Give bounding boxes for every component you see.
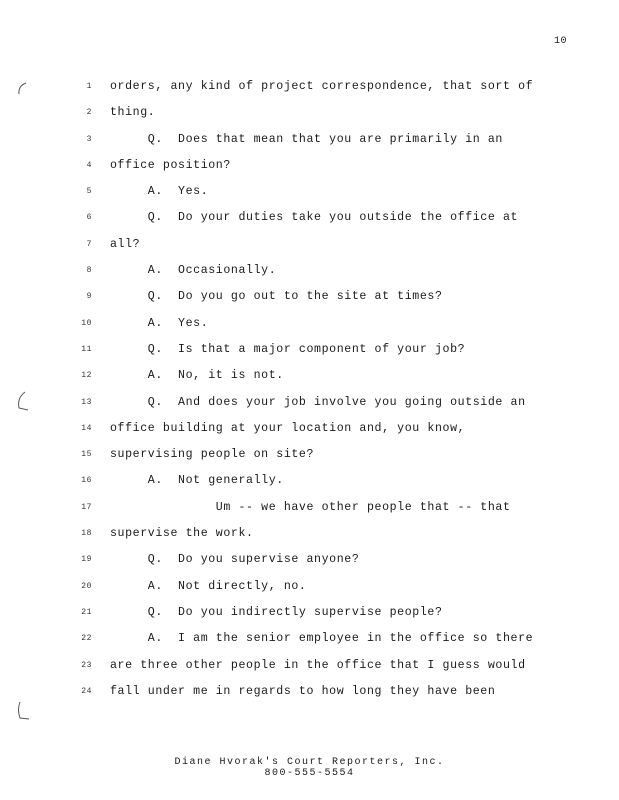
line-text: A. Yes. (110, 316, 209, 330)
transcript-line (72, 473, 572, 499)
transcript-line (72, 184, 572, 210)
line-number: 11 (81, 344, 92, 354)
line-text: office position? (110, 158, 231, 172)
line-text: Q. Do you go out to the site at times? (110, 290, 443, 304)
line-text: supervise the work. (110, 527, 254, 541)
line-text: Q. Do you indirectly supervise people? (110, 605, 443, 619)
transcript-line (72, 631, 572, 657)
line-number: 24 (81, 686, 92, 696)
line-number: 17 (81, 502, 92, 512)
transcript-line (72, 79, 572, 105)
line-number: 10 (81, 318, 92, 328)
line-text: are three other people in the office that I guess would (110, 658, 526, 672)
transcript-line (72, 158, 572, 184)
transcript-body (72, 79, 572, 710)
transcript-line (72, 263, 572, 289)
line-number: 23 (81, 660, 92, 670)
transcript-line (72, 132, 572, 158)
line-number: 3 (86, 134, 92, 144)
reporter-company: Diane Hvorak's Court Reporters, Inc. (174, 757, 445, 768)
line-text: A. Not generally. (110, 474, 284, 488)
line-number: 12 (81, 371, 92, 381)
transcript-line (72, 447, 572, 473)
line-text: thing. (110, 106, 156, 120)
transcript-line (72, 237, 572, 263)
transcript-line (72, 316, 572, 342)
line-text: Q. Do you supervise anyone? (110, 553, 360, 567)
line-text: supervising people on site? (110, 448, 315, 462)
transcript-line (72, 210, 572, 236)
hole-punch-mark-icon (14, 390, 30, 414)
transcript-line (72, 552, 572, 578)
line-number: 6 (86, 213, 92, 223)
line-number: 18 (81, 529, 92, 539)
line-text: A. I am the senior employee in the office so there (110, 632, 534, 646)
line-text: Q. Is that a major component of your job? (110, 342, 466, 356)
line-number: 5 (86, 187, 92, 197)
page-footer (0, 757, 619, 779)
line-number: 8 (86, 266, 92, 276)
line-number: 14 (81, 423, 92, 433)
line-text: fall under me in regards to how long they have been (110, 684, 496, 698)
transcript-line (72, 526, 572, 552)
transcript-line (72, 342, 572, 368)
line-number: 22 (81, 634, 92, 644)
line-number: 20 (81, 581, 92, 591)
line-text: Q. Do your duties take you outside the office at (110, 211, 519, 225)
transcript-line (72, 658, 572, 684)
reporter-phone: 800-555-5554 (264, 768, 355, 779)
line-text: Q. Does that mean that you are primarily in an (110, 132, 503, 146)
line-text: A. Not directly, no. (110, 579, 307, 593)
transcript-line (72, 368, 572, 394)
line-text: orders, any kind of project correspondence, that sort of (110, 80, 534, 93)
page-number: 10 (553, 36, 567, 47)
hole-punch-mark-icon (14, 700, 30, 724)
line-text: Q. And does your job involve you going outside an (110, 395, 526, 409)
line-number: 16 (81, 476, 92, 486)
line-number: 2 (86, 108, 92, 118)
transcript-line (72, 605, 572, 631)
transcript-line (72, 105, 572, 131)
transcript-line (72, 421, 572, 447)
hole-punch-mark-icon (14, 80, 30, 104)
line-text: A. No, it is not. (110, 369, 284, 383)
line-number: 4 (86, 160, 92, 170)
line-number: 15 (81, 450, 92, 460)
line-text: all? (110, 237, 141, 251)
transcript-line (72, 500, 572, 526)
line-number: 21 (81, 607, 92, 617)
line-number: 1 (86, 82, 92, 91)
line-number: 13 (81, 397, 92, 407)
line-text: Um -- we have other people that -- that (110, 500, 511, 514)
line-number: 19 (81, 555, 92, 565)
line-text: A. Occasionally. (110, 264, 277, 278)
transcript-line (72, 579, 572, 605)
transcript-line (72, 289, 572, 315)
line-text: office building at your location and, you know, (110, 421, 466, 435)
line-text: A. Yes. (110, 185, 209, 199)
line-number: 9 (86, 292, 92, 302)
line-number: 7 (86, 239, 92, 249)
transcript-line (72, 684, 572, 710)
transcript-line (72, 395, 572, 421)
